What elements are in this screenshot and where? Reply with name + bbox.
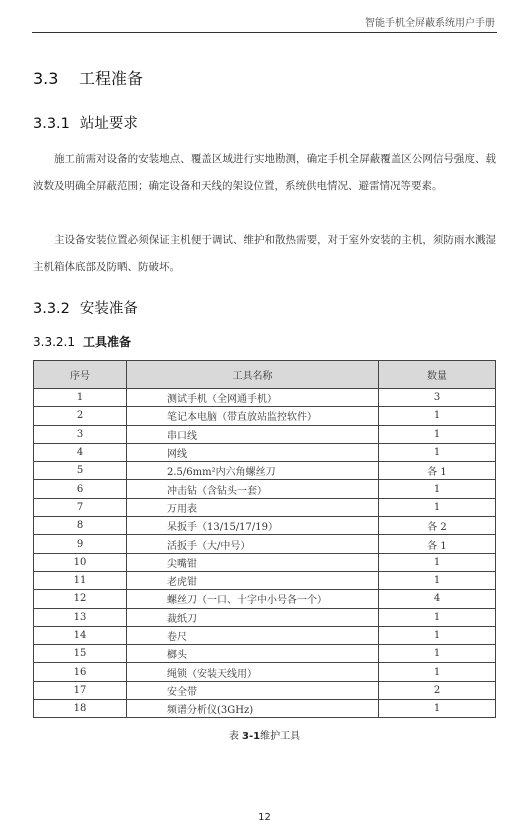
cell-name: 活扳手（大/中号） [127,535,379,553]
cell-no: 16 [34,663,127,681]
cell-no: 7 [34,498,127,516]
cell-qty: 4 [379,590,496,608]
running-header: 智能手机全屏蔽系统用户手册 [365,18,495,29]
cell-name: 万用表 [127,498,379,516]
subsection-title: 安装准备 [79,301,138,317]
cell-no: 12 [34,590,127,608]
cell-no: 1 [34,389,127,407]
table-row [34,645,496,663]
cell-qty: 1 [379,553,496,571]
cell-name: 网线 [127,443,379,461]
subsection-number: 3.3.2 [33,301,70,317]
table-row [34,700,496,718]
subsubsection-title: 工具准备 [82,335,131,349]
paragraph-installation: 主设备安装位置必须保证主机便于调试、维护和散热需要，对于室外安装的主机，须防雨水溅湿主机箱体底部及防晒、防破坏。 [33,234,496,273]
cell-name: 串口线 [127,425,379,443]
cell-qty: 各 1 [379,462,496,480]
cell-qty: 各 1 [379,535,496,553]
table-row [34,553,496,571]
cell-no: 13 [34,608,127,626]
header-qty: 数量 [379,361,496,389]
subsubsection-heading-tools [33,333,131,350]
table-row [34,590,496,608]
paragraph-survey: 施工前需对设备的安装地点、覆盖区域进行实地勘测，确定手机全屏蔽覆盖区公网信号强度、载波数及明确全屏蔽范围；确定设备和天线的架设位置，系统供电情况、避雷情况等要素。 [33,153,496,192]
cell-no: 9 [34,535,127,553]
section-heading [33,66,143,89]
table-row [34,535,496,553]
cell-no: 8 [34,517,127,535]
cell-name: 裁纸刀 [127,608,379,626]
cell-name: 螺丝刀（一口、十字中小号各一个） [127,590,379,608]
table-row [34,571,496,589]
cell-no: 18 [34,700,127,718]
cell-no: 6 [34,480,127,498]
cell-name: 尖嘴钳 [127,553,379,571]
cell-qty: 2 [379,681,496,699]
header-rule [32,32,497,33]
cell-qty: 各 2 [379,517,496,535]
table-row [34,663,496,681]
cell-name: 2.5/6mm²内六角螺丝刀 [127,462,379,480]
tools-table [33,360,496,718]
cell-no: 15 [34,645,127,663]
cell-qty: 1 [379,700,496,718]
table-row [34,407,496,425]
cell-qty: 1 [379,407,496,425]
cell-name: 测试手机（全网通手机） [127,389,379,407]
cell-qty: 1 [379,498,496,516]
cell-qty: 1 [379,480,496,498]
cell-no: 4 [34,443,127,461]
cell-name: 频谱分析仪(3GHz) [127,700,379,718]
cell-qty: 1 [379,443,496,461]
table-row [34,425,496,443]
cell-no: 11 [34,571,127,589]
cell-no: 5 [34,462,127,480]
cell-no: 2 [34,407,127,425]
cell-no: 10 [34,553,127,571]
table-row [34,626,496,644]
cell-no: 17 [34,681,127,699]
subsection-heading-site [33,112,138,133]
cell-no: 14 [34,626,127,644]
cell-name: 榔头 [127,645,379,663]
table-row [34,462,496,480]
cell-name: 老虎钳 [127,571,379,589]
caption-prefix: 表 [228,731,243,742]
cell-qty: 1 [379,608,496,626]
table-row [34,498,496,516]
table-row [34,480,496,498]
subsection-heading-install [33,297,138,318]
cell-name: 卷尺 [127,626,379,644]
cell-name: 呆扳手（13/15/17/19） [127,517,379,535]
cell-name: 笔记本电脑（带直放站监控软件） [127,407,379,425]
table-row [34,443,496,461]
section-number: 3.3 [33,69,59,88]
table-header-row [34,361,496,389]
section-title: 工程准备 [79,69,144,88]
table-row [34,681,496,699]
cell-name: 安全带 [127,681,379,699]
cell-qty: 1 [379,645,496,663]
table-caption [0,727,529,742]
header-name: 工具名称 [127,361,379,389]
cell-qty: 3 [379,389,496,407]
cell-qty: 1 [379,571,496,589]
caption-label: 3-1 [242,731,261,742]
subsubsection-number: 3.3.2.1 [33,335,75,349]
cell-qty: 1 [379,425,496,443]
cell-name: 冲击钻（含钻头一套） [127,480,379,498]
cell-qty: 1 [379,626,496,644]
subsection-number: 3.3.1 [33,116,70,132]
table-row [34,389,496,407]
table-row [34,608,496,626]
table-row [34,517,496,535]
header-no: 序号 [34,361,127,389]
table-body [34,389,496,718]
caption-text: 维护工具 [260,731,301,742]
subsection-title: 站址要求 [79,116,138,132]
page-number: 12 [258,812,271,823]
cell-qty: 1 [379,663,496,681]
cell-no: 3 [34,425,127,443]
cell-name: 绳锁（安装天线用） [127,663,379,681]
